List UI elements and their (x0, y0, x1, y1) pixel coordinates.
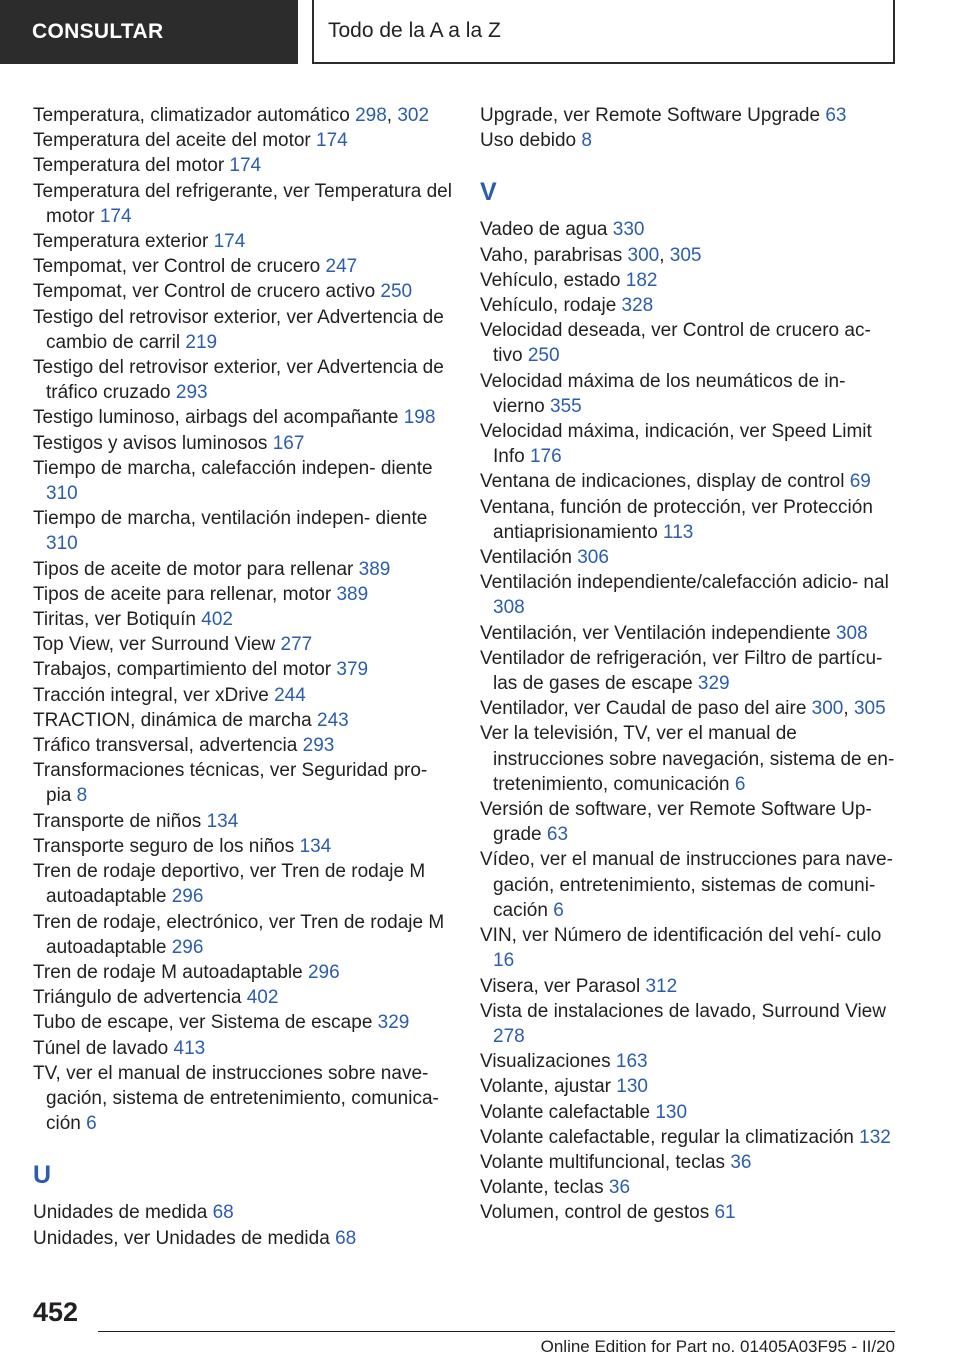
index-entry-text: Tren de rodaje deportivo, ver Tren de rodaje M autoadaptable (33, 861, 426, 908)
index-entry (33, 456, 453, 506)
index-entry-text: Volante calefactable (480, 1101, 656, 1123)
index-entry (480, 268, 900, 293)
index-entry (480, 646, 900, 696)
page-reference-link[interactable]: 293 (175, 382, 208, 404)
index-entry-text: Tren de rodaje M autoadaptable (33, 961, 308, 983)
page-reference-link[interactable]: 308 (493, 597, 525, 619)
index-entry-text: Transporte de niños (33, 810, 207, 832)
index-entry (480, 847, 900, 923)
index-column-right (480, 103, 900, 1226)
index-entry-text: Vehículo, estado (480, 269, 626, 291)
index-column-left (33, 103, 453, 1251)
index-entry (33, 632, 453, 657)
footer-edition-text: Online Edition for Part no. 01405A03F95 - II/20 (540, 1337, 895, 1356)
index-entry (480, 128, 900, 153)
page-reference-link[interactable]: 6 (734, 773, 746, 795)
index-entry-text: Ventana de indicaciones, display de control (480, 471, 850, 493)
index-entry-text: Vaho, parabrisas (480, 244, 628, 266)
section-tab-label: CONSULTAR (32, 20, 164, 43)
index-letter-heading: U (33, 1161, 52, 1190)
index-entry-text: Ventilador de refrigeración, ver Filtro de partícu‐ las de gases de escape (480, 647, 883, 695)
page-reference-link[interactable]: 402 (246, 987, 279, 1009)
index-entry (480, 243, 900, 268)
index-entry-text: Transformaciones técnicas, ver Seguridad pro‐ pia (33, 760, 428, 807)
page-reference-link[interactable]: 134 (299, 835, 332, 857)
index-entry-text: Top View, ver Surround View (33, 634, 281, 656)
page-reference-link[interactable]: 293 (302, 735, 335, 757)
index-entry (480, 217, 900, 242)
index-entry-text: Velocidad máxima de los neumáticos de in‐ vierno (480, 370, 846, 417)
index-entry-text: Upgrade, ver Remote Software Upgrade (480, 105, 826, 126)
index-entry-text: Ventana, función de protección, ver Protección antiaprisionamiento (480, 496, 873, 543)
page-reference-link[interactable]: 329 (697, 673, 730, 695)
index-entry (480, 1200, 900, 1225)
page-reference-link[interactable]: 389 (358, 558, 391, 580)
index-entry (33, 355, 453, 405)
page-reference-link[interactable]: 174 (99, 205, 132, 227)
page-reference-link[interactable]: 68 (212, 1202, 234, 1224)
index-entry (33, 859, 453, 909)
page-reference-link[interactable]: 219 (185, 331, 218, 353)
index-entry-text: Ventilador, ver Caudal de paso del aire (480, 698, 812, 720)
page-reference-link[interactable]: 130 (655, 1101, 688, 1123)
index-entry (33, 103, 453, 128)
index-entry (480, 1100, 900, 1125)
chapter-title-box (312, 0, 895, 64)
page-reference-link[interactable]: 176 (529, 446, 562, 468)
index-entry (480, 621, 900, 646)
index-entry-text: Triángulo de advertencia (33, 987, 247, 1009)
page-reference-link[interactable]: 61 (714, 1202, 736, 1224)
page-reference-link[interactable]: 296 (171, 936, 204, 958)
page-reference-link[interactable]: 250 (527, 345, 560, 367)
page-reference-link[interactable]: 300 (627, 244, 660, 266)
index-entry (33, 809, 453, 834)
index-entry (33, 834, 453, 859)
page-reference-link[interactable]: 413 (173, 1037, 206, 1059)
index-entry-text: Vídeo, ver el manual de instrucciones para nave‐ gación, entretenimiento, sistemas de comuni‐ cación (480, 849, 893, 921)
index-entry-text: Ventilación, ver Ventilación independiente (480, 622, 836, 644)
index-entry-text: TRACTION, dinámica de marcha (33, 709, 318, 731)
index-entry (480, 570, 900, 620)
page-reference-link[interactable]: 63 (546, 824, 569, 846)
page-reference-link[interactable]: 6 (553, 899, 564, 921)
index-entry-text: Ventilación independiente/calefacción adicio‐ nal (480, 572, 889, 594)
page-reference-link[interactable]: 36 (608, 1177, 631, 1199)
index-entry (33, 1226, 453, 1251)
index-entry-text: Trabajos, compartimiento del motor (33, 659, 337, 681)
index-entry (33, 582, 453, 607)
page-reference-link[interactable]: 296 (307, 961, 340, 983)
page-reference-link[interactable]: 355 (550, 395, 582, 417)
index-entry-text: VIN, ver Número de identificación del vehí‐ culo (480, 925, 882, 947)
index-entry-text: Tiempo de marcha, ventilación indepen‐ diente (33, 508, 428, 530)
index-entry (33, 229, 453, 254)
index-entry-text: Tracción integral, ver xDrive (33, 684, 275, 706)
page-reference-link[interactable]: 134 (206, 810, 239, 832)
index-entry (33, 708, 453, 733)
page-reference-link[interactable]: 68 (335, 1227, 357, 1249)
index-entry (33, 1061, 453, 1137)
index-entry (33, 985, 453, 1010)
index-entry (33, 960, 453, 985)
page-reference-link[interactable]: 379 (336, 659, 369, 681)
index-entry-text: Velocidad deseada, ver Control de crucero ac‐ tivo (480, 320, 871, 367)
index-entry-text: Visualizaciones (480, 1051, 616, 1073)
index-entry (480, 318, 900, 368)
page-reference-link[interactable]: 277 (280, 634, 313, 656)
index-entry (480, 974, 900, 999)
page-reference-link[interactable]: 63 (825, 105, 847, 126)
chapter-title: Todo de la A a la Z (328, 19, 501, 42)
page-reference-link[interactable]: 310 (46, 533, 78, 555)
page-reference-link[interactable]: 312 (645, 975, 678, 997)
index-entry (480, 721, 900, 797)
index-entry-text: Tempomat, ver Control de crucero (33, 256, 326, 278)
index-entry (33, 506, 453, 556)
index-entry (480, 495, 900, 545)
index-entry-text: Versión de software, ver Remote Software Up‐ grade (480, 799, 872, 846)
index-entry (33, 1036, 453, 1061)
index-entry-text: Temperatura, climatizador automático (33, 105, 356, 126)
index-entry-text: TV, ver el manual de instrucciones sobre nave‐ gación, sistema de entretenimiento, comunica‐ ción (33, 1062, 439, 1135)
page-reference-link[interactable]: 389 (336, 583, 369, 605)
index-entry-text: Vehículo, rodaje (480, 295, 622, 317)
index-entry-text: Testigo del retrovisor exterior, ver Advertencia de tráfico cruzado (33, 357, 444, 404)
index-entry (480, 469, 900, 494)
page-reference-link[interactable]: 330 (612, 219, 645, 241)
page-reference-link[interactable]: 69 (849, 471, 871, 493)
index-entry (480, 696, 900, 721)
page-number: 452 (33, 1297, 79, 1327)
index-entry-text: Temperatura del refrigerante, ver Temperatura del motor (33, 180, 452, 227)
index-entry-text: Ver la televisión, TV, ver el manual de instrucciones sobre navegación, sistema de en‐ tretenimiento, comunicación (480, 723, 895, 795)
index-entry (33, 305, 453, 355)
index-entry (33, 683, 453, 708)
page-reference-link[interactable]: 16 (493, 950, 515, 972)
index-entry-text: Tiritas, ver Botiquín (33, 609, 202, 631)
page-reference-link[interactable]: 247 (325, 256, 358, 278)
index-entry (480, 797, 900, 847)
page-reference-link[interactable]: 244 (274, 684, 306, 706)
index-entry-text: Temperatura del aceite del motor (33, 130, 317, 152)
page-reference-link[interactable]: 310 (46, 483, 78, 505)
index-entry-text: Transporte seguro de los niños (33, 835, 300, 857)
page-reference-link[interactable]: 298 (355, 105, 387, 126)
index-entry (480, 545, 900, 570)
index-entry (33, 128, 453, 153)
index-entry-text: Volante multifuncional, teclas (480, 1151, 731, 1173)
index-entry (33, 733, 453, 758)
page-reference-link[interactable]: 243 (317, 709, 349, 731)
index-entry (33, 254, 453, 279)
index-entry-text: Temperatura exterior (33, 231, 214, 253)
page-reference-link[interactable]: 198 (403, 407, 436, 429)
page-reference-link[interactable]: 329 (377, 1012, 410, 1034)
index-entry-text: Tipos de aceite de motor para rellenar (33, 558, 359, 580)
index-entry (480, 1074, 900, 1099)
page-reference-link[interactable]: 174 (316, 130, 348, 152)
index-entry-text: Tempomat, ver Control de crucero activo (33, 281, 381, 303)
index-entry-text: Testigo luminoso, airbags del acompañante (33, 407, 404, 429)
page-reference-link[interactable]: 36 (730, 1151, 752, 1173)
page-reference-link[interactable]: 278 (493, 1025, 525, 1047)
index-entry-text: Uso debido (480, 130, 582, 152)
index-entry (480, 923, 900, 973)
page-reference-link[interactable]: 306 (577, 547, 609, 569)
index-entry (480, 419, 900, 469)
index-entry-text: Volante, teclas (480, 1177, 609, 1199)
index-entry (480, 1150, 900, 1175)
index-entry-text: Tráfico transversal, advertencia (33, 735, 303, 757)
index-entry (33, 1010, 453, 1035)
index-entry-text: Visera, ver Parasol (480, 975, 646, 997)
index-entry (33, 607, 453, 632)
index-entry-text: Tiempo de marcha, calefacción indepen‐ diente (33, 457, 433, 479)
index-entry-text: Ventilación (480, 547, 578, 569)
page-reference-link[interactable]: 174 (213, 231, 246, 253)
page-reference-link[interactable]: 167 (272, 432, 305, 454)
index-entry (33, 557, 453, 582)
index-entry-text: Tubo de escape, ver Sistema de escape (33, 1012, 378, 1034)
page-reference-link[interactable]: 305 (853, 698, 886, 720)
page-reference-link[interactable]: 113 (663, 521, 694, 543)
page-reference-link[interactable]: 6 (86, 1113, 97, 1135)
index-entry (33, 910, 453, 960)
index-entry (480, 293, 900, 318)
index-entry-text: Velocidad máxima, indicación, ver Speed Limit Info (480, 421, 872, 468)
index-entry (480, 103, 900, 128)
index-entry (33, 279, 453, 304)
page-reference-link[interactable]: 402 (201, 609, 233, 631)
index-entry (33, 153, 453, 178)
index-entry-text: Unidades, ver Unidades de medida (33, 1227, 336, 1249)
page-reference-link[interactable]: 174 (229, 155, 262, 177)
page-reference-link[interactable]: 296 (171, 886, 204, 908)
page-reference-link[interactable]: 8 (76, 785, 88, 807)
index-entry-text: Temperatura del motor (33, 155, 230, 177)
index-entry (33, 431, 453, 456)
page-reference-link[interactable]: 132 (859, 1126, 891, 1148)
index-entry (33, 179, 453, 229)
index-entry-text: Volumen, control de gestos (480, 1202, 715, 1224)
index-entry-text: Túnel de lavado (33, 1037, 174, 1059)
index-entry (33, 405, 453, 430)
index-entry (480, 369, 900, 419)
page-reference-link[interactable]: 250 (380, 281, 413, 303)
page-reference-link[interactable]: 8 (581, 130, 592, 152)
page-reference-link[interactable]: 182 (625, 269, 658, 291)
section-tab (0, 0, 298, 64)
page-reference-link[interactable]: 300 (811, 698, 844, 720)
index-entry-text: Testigo del retrovisor exterior, ver Advertencia de cambio de carril (33, 306, 444, 353)
page-reference-link[interactable]: 308 (835, 622, 868, 644)
index-entry-text: Volante calefactable, regular la climatización (480, 1126, 860, 1148)
page-reference-link[interactable]: 130 (616, 1076, 648, 1098)
index-entry (480, 1049, 900, 1074)
page-separator: , (659, 244, 670, 266)
index-letter-heading: V (480, 178, 497, 207)
index-entry-text: Tren de rodaje, electrónico, ver Tren de rodaje M autoadaptable (33, 911, 445, 958)
index-entry-text: Vadeo de agua (480, 219, 613, 241)
page-reference-link[interactable]: 305 (669, 244, 702, 266)
page-reference-link[interactable]: 163 (615, 1051, 648, 1073)
index-entry (480, 999, 900, 1049)
index-entry (480, 1125, 900, 1150)
footer-divider (98, 1331, 895, 1332)
index-entry (33, 1200, 453, 1225)
page-reference-link[interactable]: 302 (397, 105, 430, 126)
index-entry (33, 758, 453, 808)
index-entry-text: Tipos de aceite para rellenar, motor (33, 583, 337, 605)
index-entry (33, 657, 453, 682)
index-entry-text: Unidades de medida (33, 1202, 213, 1224)
index-entry-text: Testigos y avisos luminosos (33, 432, 273, 454)
page-reference-link[interactable]: 328 (621, 295, 654, 317)
index-entry (480, 1175, 900, 1200)
page-separator: , (386, 105, 398, 126)
index-entry-text: Volante, ajustar (480, 1076, 617, 1098)
index-entry-text: Vista de instalaciones de lavado, Surround View (480, 1000, 886, 1022)
page-separator: , (843, 698, 854, 720)
